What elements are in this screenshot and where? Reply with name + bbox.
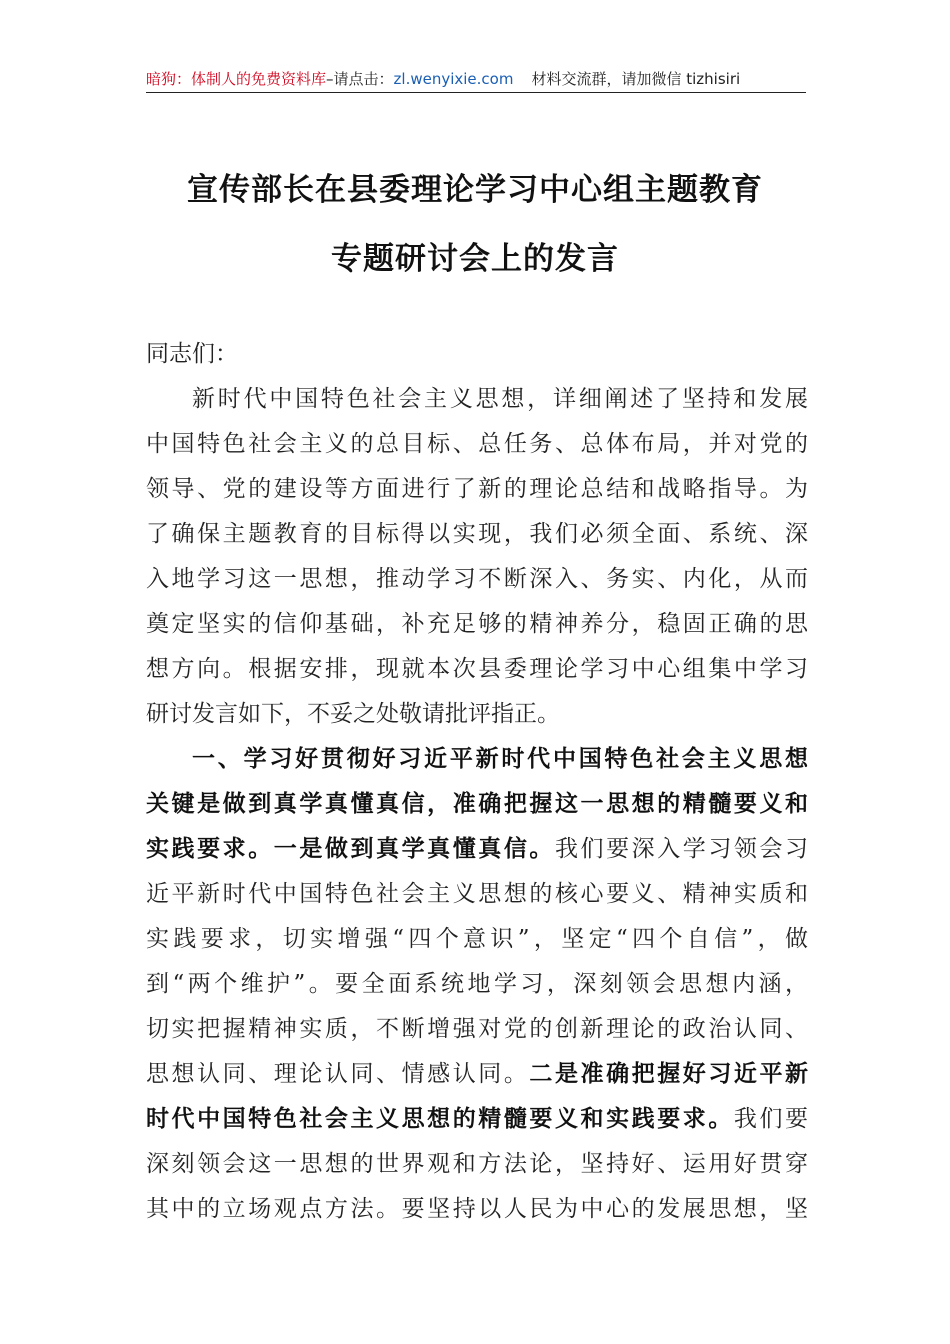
page-header (146, 66, 806, 93)
paragraph-line (146, 1104, 808, 1134)
line-text: 我们要深入学习领会习 (554, 836, 809, 862)
line-text: 思想认同、理论认同、情感认同。 (146, 1061, 530, 1087)
paragraph-line: 深刻领会这一思想的世界观和方法论，坚持好、运用好贯穿 (146, 1151, 808, 1177)
paragraph-line: 实践要求，切实增强“四个意识”，坚定“四个自信”，做 (146, 926, 808, 952)
paragraph-line: 到“两个维护”。要全面系统地学习，深刻领会思想内涵， (146, 971, 808, 997)
paragraph-line: 其中的立场观点方法。要坚持以人民为中心的发展思想，坚 (146, 1196, 808, 1222)
paragraph-line: 新时代中国特色社会主义思想，详细阐述了坚持和发展 (192, 386, 808, 412)
bold-lead: 实践要求。一是做到真学真懂真信。 (146, 835, 555, 862)
paragraph-line: 切实把握精神实质，不断增强对党的创新理论的政治认同、 (146, 1016, 808, 1042)
salutation: 同志们： (146, 341, 238, 367)
paragraph-line: 了确保主题教育的目标得以实现，我们必须全面、系统、深 (146, 521, 808, 547)
header-click-prompt: –请点击： (326, 70, 394, 88)
document-title-line-1: 宣传部长在县委理论学习中心组主题教育 (187, 172, 763, 208)
paragraph-line: 研讨发言如下，不妥之处敬请批评指正。 (146, 701, 560, 727)
paragraph-line (146, 1059, 808, 1089)
paragraph-line: 领导、党的建设等方面进行了新的理论总结和战略指导。为 (146, 476, 808, 502)
paragraph-line: 入地学习这一思想，推动学习不断深入、务实、内化，从而 (146, 566, 808, 592)
bold-lead: 时代中国特色社会主义思想的精髓要义和实践要求。 (146, 1105, 734, 1132)
header-wechat-note: 材料交流群，请加微信 tizhisiri (531, 70, 741, 88)
bold-lead: 二是准确把握好习近平新 (529, 1060, 809, 1087)
document-title-line-2: 专题研讨会上的发言 (331, 241, 619, 277)
paragraph-line: 中国特色社会主义的总目标、总任务、总体布局，并对党的 (146, 431, 808, 457)
paragraph-line: 奠定坚实的信仰基础，补充足够的精神养分，稳固正确的思 (146, 611, 808, 637)
header-site-name: 暗狗：体制人的免费资料库 (146, 70, 327, 88)
paragraph-line: 想方向。根据安排，现就本次县委理论学习中心组集中学习 (146, 656, 808, 682)
paragraph-line (146, 834, 808, 864)
section-heading-line: 一、学习好贯彻好习近平新时代中国特色社会主义思想 (192, 745, 808, 772)
line-text: 我们要 (733, 1106, 809, 1132)
header-link[interactable]: zl.wenyixie.com (393, 70, 514, 88)
section-heading-line: 关键是做到真学真懂真信，准确把握这一思想的精髓要义和 (146, 790, 808, 817)
paragraph-line: 近平新时代中国特色社会主义思想的核心要义、精神实质和 (146, 881, 808, 907)
